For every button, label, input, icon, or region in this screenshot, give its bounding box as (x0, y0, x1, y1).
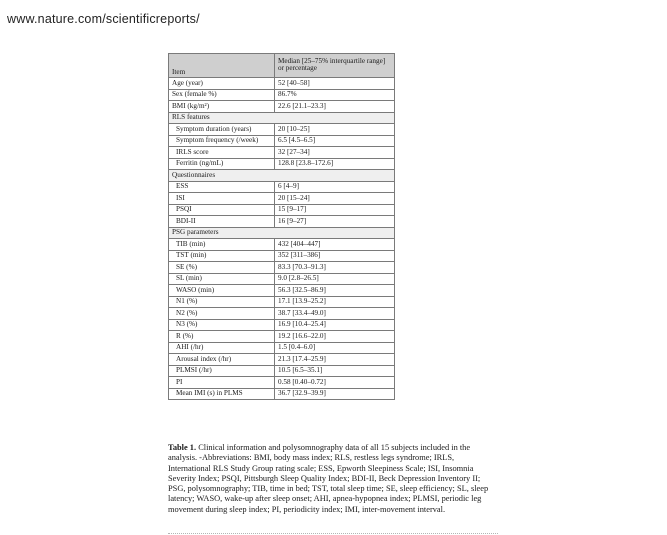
value-cell: 22.6 [21.1–23.3] (275, 101, 395, 113)
value-cell: 38.7 [33.4–49.0] (275, 308, 395, 320)
table-row (169, 262, 395, 274)
value-cell: 21.3 [17.4–25.9] (275, 354, 395, 366)
table-caption (168, 443, 498, 515)
value-cell: 16.9 [10.4–25.4] (275, 319, 395, 331)
item-cell: Mean IMI (s) in PLMS (169, 388, 275, 400)
table-row (169, 158, 395, 170)
value-cell: 9.0 [2.8–26.5] (275, 273, 395, 285)
caption-text: Clinical information and polysomnography data of all 15 subjects included in the analysis. -Abbreviations: BMI, body mass index; RLS, restless legs syndrome; IRLS, International RLS Study Group rating scale; ESS, Epworth Sleepiness Scale; ISI, Insomnia Severity Index; PSQI, Pittsburgh Sleep Quality Index; BDI-II, Beck Depression Inventory II; PSG, polysomnography; TIB, time in bed; TST, total sleep time; SE, sleep efficiency; SL, sleep latency; WASO, wake-up after sleep onset; AHI, apnea-hypopnea index; PLMSI, periodic leg movement during sleep index; PI, periodicity index; IMI, inter-movement interval. (168, 443, 489, 514)
value-cell: 20 [10–25] (275, 124, 395, 136)
item-cell: N3 (%) (169, 319, 275, 331)
table-row (169, 354, 395, 366)
item-cell: SE (%) (169, 262, 275, 274)
value-cell: 10.5 [6.5–35.1] (275, 365, 395, 377)
value-cell: 432 [404–447] (275, 239, 395, 251)
value-cell: 32 [27–34] (275, 147, 395, 159)
caption-divider (168, 533, 498, 534)
table-row (169, 331, 395, 343)
table-row (169, 296, 395, 308)
header-item: Item (169, 54, 275, 78)
value-cell: 128.8 [23.8–172.6] (275, 158, 395, 170)
item-cell: Symptom frequency (/week) (169, 135, 275, 147)
table-row (169, 181, 395, 193)
table-body (169, 78, 395, 400)
value-cell: 17.1 [13.9–25.2] (275, 296, 395, 308)
table-row (169, 124, 395, 136)
value-cell: 19.2 [16.6–22.0] (275, 331, 395, 343)
item-cell: PLMSI (/hr) (169, 365, 275, 377)
value-cell: 0.58 [0.40–0.72] (275, 377, 395, 389)
item-cell: Arousal index (/hr) (169, 354, 275, 366)
caption-label: Table 1. (168, 443, 197, 452)
item-cell: Ferritin (ng/mL) (169, 158, 275, 170)
table-section-row (169, 227, 395, 239)
item-cell: ESS (169, 181, 275, 193)
table-section-row (169, 170, 395, 182)
table-row (169, 101, 395, 113)
value-cell: 20 [15–24] (275, 193, 395, 205)
table-row (169, 388, 395, 400)
table-row (169, 342, 395, 354)
item-cell: Sex (female %) (169, 89, 275, 101)
table-row (169, 135, 395, 147)
table-row (169, 273, 395, 285)
value-cell: 56.3 [32.5–86.9] (275, 285, 395, 297)
item-cell: TST (min) (169, 250, 275, 262)
clinical-data-table-container (168, 53, 394, 400)
item-cell: Symptom duration (years) (169, 124, 275, 136)
table-row (169, 147, 395, 159)
item-cell: N1 (%) (169, 296, 275, 308)
table-row (169, 377, 395, 389)
value-cell: 86.7% (275, 89, 395, 101)
table-row (169, 89, 395, 101)
value-cell: 6.5 [4.5–6.5] (275, 135, 395, 147)
value-cell: 83.3 [70.3–91.3] (275, 262, 395, 274)
table-row (169, 365, 395, 377)
item-cell: PSQI (169, 204, 275, 216)
item-cell: WASO (min) (169, 285, 275, 297)
table-row (169, 319, 395, 331)
item-cell: SL (min) (169, 273, 275, 285)
table-row (169, 308, 395, 320)
value-cell: 352 [311–386] (275, 250, 395, 262)
section-label: Questionnaires (169, 170, 395, 182)
table-row (169, 285, 395, 297)
item-cell: PI (169, 377, 275, 389)
section-label: RLS features (169, 112, 395, 124)
item-cell: R (%) (169, 331, 275, 343)
table-header-row (169, 54, 395, 78)
value-cell: 52 [40–58] (275, 78, 395, 90)
item-cell: ISI (169, 193, 275, 205)
item-cell: N2 (%) (169, 308, 275, 320)
table-row (169, 216, 395, 228)
header-median: Median [25–75% interquartile range] or percentage (275, 54, 395, 78)
table-row (169, 239, 395, 251)
table-row (169, 204, 395, 216)
item-cell: BDI-II (169, 216, 275, 228)
item-cell: BMI (kg/m²) (169, 101, 275, 113)
item-cell: AHI (/hr) (169, 342, 275, 354)
value-cell: 15 [9–17] (275, 204, 395, 216)
item-cell: TIB (min) (169, 239, 275, 251)
site-url-header: www.nature.com/scientificreports/ (7, 12, 200, 26)
value-cell: 16 [9–27] (275, 216, 395, 228)
table-row (169, 78, 395, 90)
value-cell: 36.7 [32.9–39.9] (275, 388, 395, 400)
value-cell: 6 [4–9] (275, 181, 395, 193)
clinical-data-table (168, 53, 395, 400)
item-cell: IRLS score (169, 147, 275, 159)
table-row (169, 193, 395, 205)
table-section-row (169, 112, 395, 124)
value-cell: 1.5 [0.4–6.0] (275, 342, 395, 354)
item-cell: Age (year) (169, 78, 275, 90)
table-row (169, 250, 395, 262)
section-label: PSG parameters (169, 227, 395, 239)
